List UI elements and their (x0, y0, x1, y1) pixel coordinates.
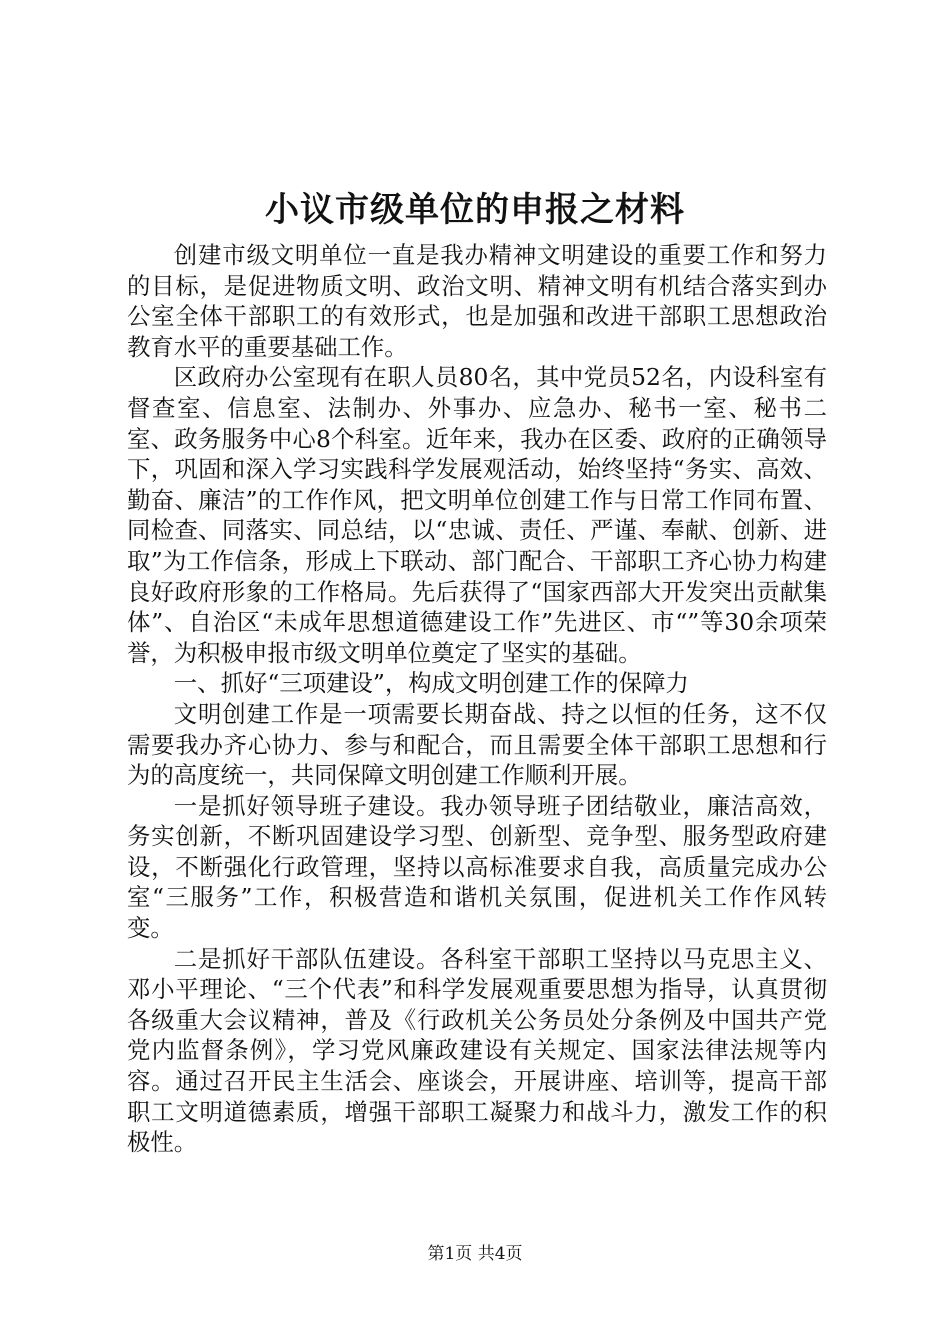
paragraph: 一是抓好领导班子建设。我办领导班子团结敬业，廉洁高效，务实创新，不断巩固建设学习型、创新型、竞争型、服务型政府建设，不断强化行政管理，坚持以高标准要求自我，高质量完成办公室“三服务”工作，积极营造和谐机关氛围，促进机关工作作风转变。 (127, 791, 827, 943)
page-footer (0, 1243, 950, 1265)
paragraph: 文明创建工作是一项需要长期奋战、持之以恒的任务，这不仅需要我办齐心协力、参与和配合，而且需要全体干部职工思想和行为的高度统一，共同保障文明创建工作顺利开展。 (127, 699, 827, 790)
section-heading: 一、抓好“三项建设”，构成文明创建工作的保障力 (173, 669, 689, 698)
paragraph: 创建市级文明单位一直是我办精神文明建设的重要工作和努力的目标，是促进物质文明、政治文明、精神文明有机结合落实到办公室全体干部职工的有效形式，也是加强和改进干部职工思想政治教育水平的重要基础工作。 (127, 241, 827, 361)
paragraph: 二是抓好干部队伍建设。各科室干部职工坚持以马克思主义、邓小平理论、“三个代表”和科学发展观重要思想为指导，认真贯彻各级重大会议精神，普及《行政机关公务员处分条例及中国共产党党内监督条例》，学习党风廉政建设有关规定、国家法律法规等内容。通过召开民主生活会、座谈会，开展讲座、培训等，提高干部职工文明道德素质，增强干部职工凝聚力和战斗力，激发工作的积极性。 (127, 944, 827, 1157)
paragraph: 区政府办公室现有在职人员80名，其中党员52名，内设科室有督查室、信息室、法制办、外事办、应急办、秘书一室、秘书二室、政务服务中心8个科室。近年来，我办在区委、政府的正确领导下，巩固和深入学习实践科学发展观活动，始终坚持“务实、高效、勤奋、廉洁”的工作作风，把文明单位创建工作与日常工作同布置、同检查、同落实、同总结，以“忠诚、责任、严谨、奉献、创新、进取”为工作信条，形成上下联动、部门配合、干部职工齐心协力构建良好政府形象的工作格局。先后获得了“国家西部大开发突出贡献集体”、自治区“未成年思想道德建设工作”先进区、市“”等30余项荣誉，为积极申报市级文明单位奠定了坚实的基础。 (127, 363, 827, 667)
document-body (127, 240, 827, 1158)
page-indicator: 第1页 共4页 (427, 1244, 523, 1264)
document-title: 小议市级单位的申报之材料 (265, 190, 685, 230)
